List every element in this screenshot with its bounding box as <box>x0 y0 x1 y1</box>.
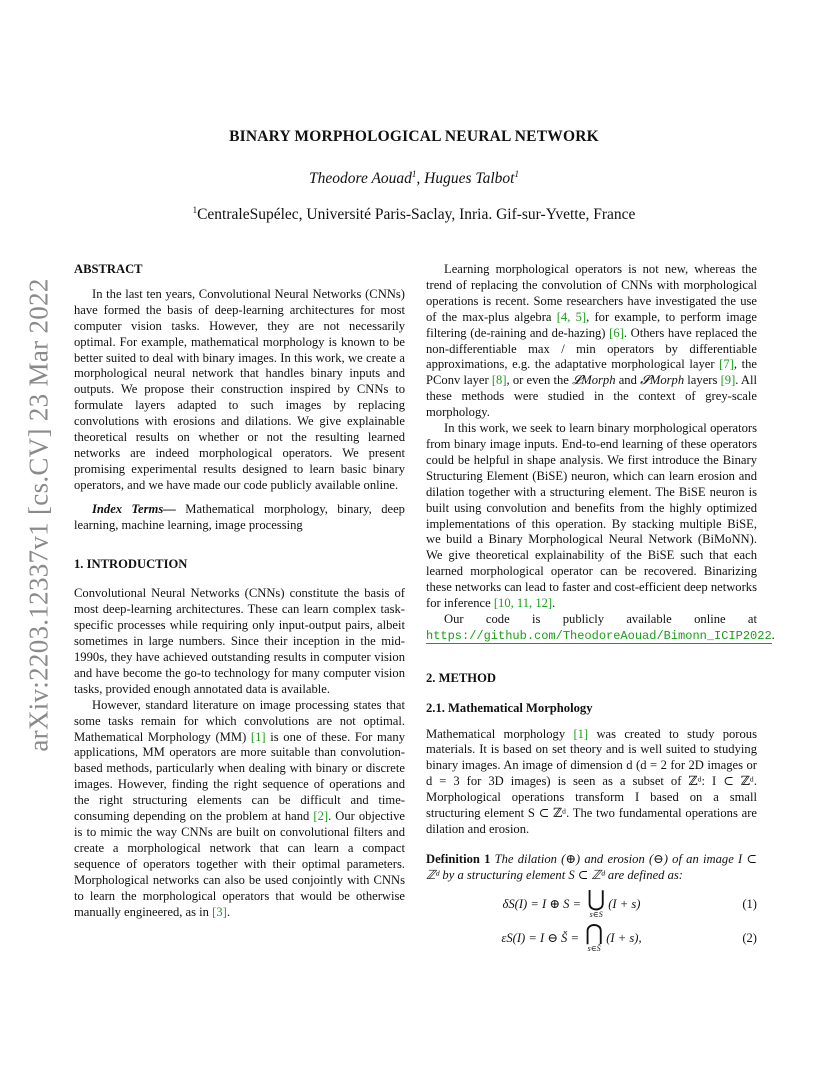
citation-link[interactable]: [1] <box>573 726 589 741</box>
citation-link[interactable]: [3] <box>212 904 227 919</box>
arxiv-stamp: arXiv:2203.12337v1 [cs.CV] 23 Mar 2022 <box>23 278 54 752</box>
citation-link[interactable]: [9] <box>720 373 736 388</box>
morphology-paragraph: Mathematical morphology [1] was created to study porous materials. It is based on set theory and is well suited to studying binary images. An image of dimension d (d = 2 for 2D images or d = 3 for 3D images) is seen as a subset of ℤᵈ: I ⊂ ℤᵈ. Morphological operations transform I based on a small structuring element S ⊂ ℤᵈ. The two fundamental operations are dilation and erosion. <box>426 726 757 836</box>
equation-number: (2) <box>742 930 757 945</box>
citation-link[interactable]: [10, 11, 12] <box>493 596 553 611</box>
equation-number: (1) <box>742 896 757 911</box>
author-1: Theodore Aouad <box>309 170 412 187</box>
index-terms: Index Terms— Mathematical morphology, binary, deep learning, machine learning, image processing <box>74 501 405 532</box>
abstract-body: In the last ten years, Convolutional Neural Networks (CNNs) have formed the basis of deep-learning architectures for most computer vision tasks. However, they are not necessarily optimal. For example, mathematical morphology is known to be better suited to deal with binary images. In this work, we create a morphological neural network that handles binary inputs and outputs. We propose their construction inspired by CNNs to formulate layers adapted to such images by replacing convolutions with erosions and dilations. We give explainable theoretical results on whether or not the resulting learned networks are indeed morphological operators. We present promising experimental results designed to learn basic binary operators, and we have made our code publicly available online. <box>74 286 405 492</box>
contribution-paragraph: In this work, we seek to learn binary morphological operators from binary image inputs. End-to-end learning of these operators could be helpful in shape analysis. We first introduce the Binary Structuring Element (BiSE) neuron, which can learn erosion and dilation together with a structuring element. The BiSE neuron is built using convolution and benefits from the highly optimized implementations of this operation. By stacking multiple BiSE, we build a Binary Morphological Neural Network (BiMoNN). We give theoretical explainability of the BiSE such that each learned morphological operator can be recovered. Binarizing these networks can lead to faster and cost-efficient deep networks for inference [10, 11, 12]. <box>426 421 757 611</box>
citation-link[interactable]: [8] <box>491 373 507 388</box>
subsection-heading: 2.1. Mathematical Morphology <box>426 700 593 715</box>
method-heading: 2. METHOD <box>426 670 496 685</box>
intro-heading: 1. INTRODUCTION <box>74 556 188 571</box>
paper-title: BINARY MORPHOLOGICAL NEURAL NETWORK <box>229 128 599 145</box>
left-column <box>74 262 405 920</box>
authors: Theodore Aouad$^1$, Hugues Talbot$^1$ <box>309 168 519 187</box>
intro-paragraph-1: Convolutional Neural Networks (CNNs) constitute the basis of most deep-learning architectures. These can learn complex task-specific processes while requiring only input-output pairs, albeit sometimes in large numbers. Since their inception in the mid-1990s, they have achieved outstanding results in computer vision and have become the go-to technology for many computer vision tasks, provided enough annotated data is available. <box>74 586 405 696</box>
citation-link[interactable]: [1] <box>250 729 266 744</box>
author-2: Hugues Talbot <box>424 170 515 187</box>
abstract-heading: ABSTRACT <box>74 262 143 276</box>
code-url-link[interactable]: https://github.com/TheodoreAouad/Bimonn_ICIP2022 <box>426 628 772 643</box>
related-work-paragraph: Learning morphological operators is not new, whereas the trend of replacing the convolution of CNNs with morphological operations is recent. Some researchers have investigated the use of the max-plus algebra [4, 5], for example, to perform image filtering (de-raining and de-hazing) [6]. Others have replaced the non-differentiable max / min operators by differentiable approximations, e.g. the adaptative morphological layer [7], the PConv layer [8], or even the 𝓛Morph and 𝓢Morph layers [9]. All these methods were studied in the context of grey-scale morphology. <box>426 262 758 420</box>
equation-1: δS(I) = I ⊕ S = ⋃ s∈S (I + s) (1) <box>502 885 757 919</box>
equation-2: εS(I) = I ⊖ Š = ⋂ s∈Š (I + s), (2) <box>501 919 757 953</box>
right-column <box>426 262 775 956</box>
code-paragraph: Our code is publicly available online at https://github.com/TheodoreAouad/Bimonn_ICIP2022. <box>426 611 775 643</box>
citation-link[interactable]: [2] <box>313 809 329 824</box>
definition-1: Definition 1 The dilation (⊕) and erosion (⊖) of an image I ⊂ ℤᵈ by a structuring element S ⊂ ℤᵈ are defined as: <box>426 851 757 882</box>
citation-link[interactable]: [4, 5] <box>556 309 587 324</box>
citation-link[interactable]: [7] <box>719 357 734 372</box>
affiliation: $^1$CentraleSupélec, Université Paris-Saclay, Inria. Gif-sur-Yvette, France <box>192 204 636 223</box>
intro-paragraph-2: However, standard literature on image processing states that some tasks remain for which convolutions are not optimal. Mathematical Morphology (MM) [1] is one of these. For many applications, MM operators are more suitable than convolution-based methods, particularly when dealing with binary or discrete images. However, finding the right sequence of operations and the right structuring elements can be difficult and time-consuming depending on the problem at hand [2]. Our objective is to mimic the way CNNs are built on convolutional filters and create a morphological network that can learn a compact sequence of operators together with their optimal parameters. Morphological networks can also be used conjointly with CNNs to learn the morphological operators that would be otherwise manually engineered, as in [3]. <box>74 697 405 919</box>
citation-link[interactable]: [6] <box>609 325 624 340</box>
